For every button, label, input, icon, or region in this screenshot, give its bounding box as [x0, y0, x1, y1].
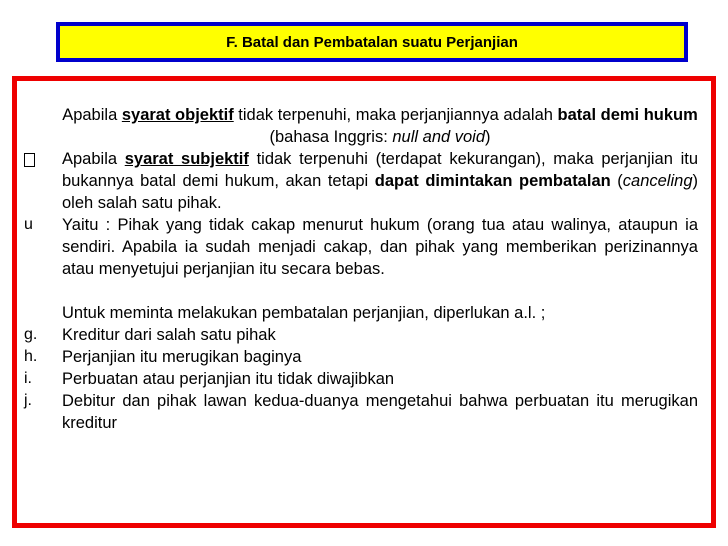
list-item: h. Perjanjian itu merugikan baginya: [24, 348, 302, 366]
bullet-box-icon: [24, 148, 58, 174]
slide-title-box: [56, 22, 688, 62]
bullet-marker: u: [24, 216, 33, 233]
paragraph-subjektif: Apabila syarat subjektif tidak terpenuhi (terdapat kekurangan), maka perjanjian itu bukannya batal demi hukum, akan tetapi dapat dimintakan pembatalan (canceling) oleh salah satu pihak.: [24, 148, 698, 214]
term-batal-demi-hukum: batal demi hukum: [557, 106, 698, 124]
paragraph-pembatalan-intro: Untuk meminta melakukan pembatalan perjanjian, diperlukan a.l. ;: [62, 304, 546, 322]
list-item: i. Perbuatan atau perjanjian itu tidak diwajibkan: [24, 370, 395, 388]
list-item: g. Kreditur dari salah satu pihak: [24, 326, 276, 344]
term-dapat-dimintakan-pembatalan: dapat dimintakan pembatalan: [374, 172, 611, 190]
paragraph-objektif: Apabila syarat objektif tidak terpenuhi, maka perjanjiannya adalah batal demi hukum (bahasa Inggris: null and void): [62, 106, 698, 146]
slide-title: F. Batal dan Pembatalan suatu Perjanjian: [226, 33, 518, 51]
slide-content: [24, 104, 698, 434]
term-syarat-objektif: syarat objektif: [121, 106, 234, 124]
list-marker: i.: [24, 370, 32, 387]
list-marker: h.: [24, 348, 38, 365]
list-marker: j.: [24, 392, 32, 409]
term-null-and-void: null and void: [392, 128, 486, 146]
list-item: j. Debitur dan pihak lawan kedua-duanya mengetahui bahwa perbuatan itu merugikan kreditur: [24, 392, 698, 432]
term-canceling: canceling: [622, 172, 693, 190]
paragraph-yaitu: u Yaitu : Pihak yang tidak cakap menurut hukum (orang tua atau walinya, ataupun ia sendiri. Apabila ia sudah menjadi cakap, dan pihak yang memberikan perizinannya atau menyetujui perjanjian itu secara bebas.: [24, 216, 698, 278]
term-syarat-subjektif: syarat subjektif: [124, 150, 249, 168]
list-marker: g.: [24, 326, 38, 343]
